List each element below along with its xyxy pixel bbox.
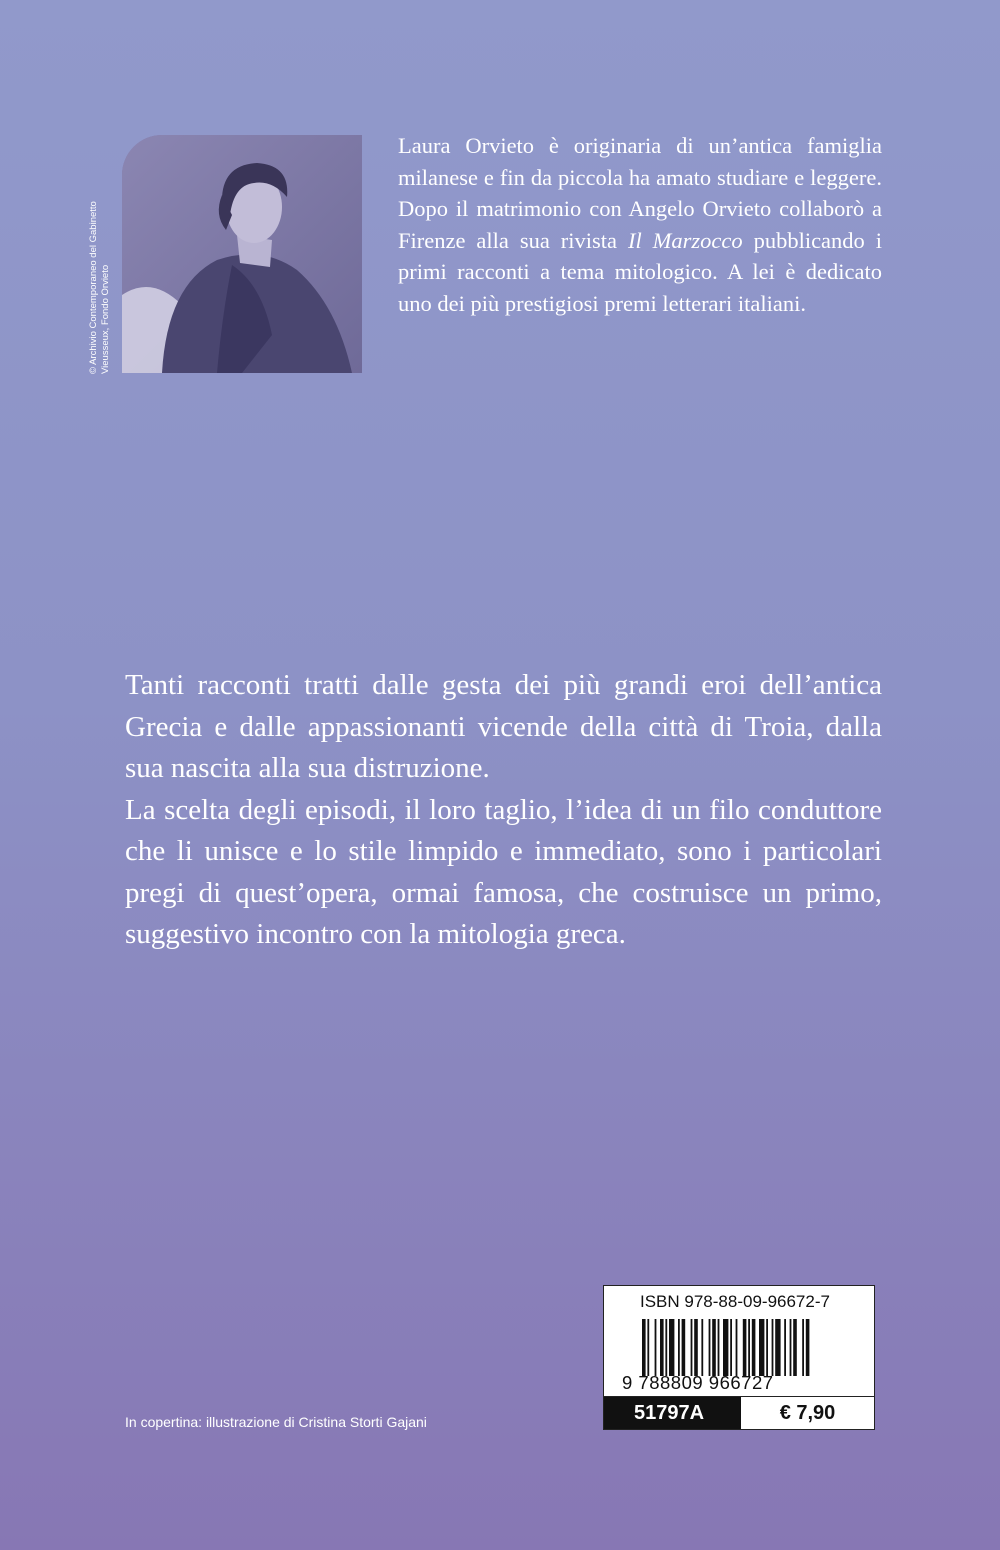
barcode-bar (669, 1319, 674, 1376)
barcode-bar (678, 1319, 680, 1376)
barcode-bar (718, 1319, 720, 1376)
barcode-bar (682, 1319, 686, 1376)
price: € 7,90 (779, 1401, 836, 1424)
isbn-text: ISBN 978-88-09-96672-7 (640, 1292, 830, 1311)
barcode-bar (736, 1319, 738, 1376)
barcode-bar (772, 1319, 774, 1376)
barcode-bar (766, 1319, 768, 1376)
photo-credit-line1: © Archivio Contemporaneo del Gabinetto (88, 201, 99, 374)
photo-credit-line2: Vieusseux, Fondo Orvieto (100, 264, 111, 374)
blurb-paragraph-2: La scelta degli episodi, il loro taglio, l’idea di un filo conduttore che li unisce e lo stile limpido e immediato, sono i particolari pregi di quest’opera, ormai famosa, che costruisce un primo, suggestivo incontro con la mitologia greca. (125, 793, 882, 950)
barcode-box (603, 1285, 875, 1430)
barcode-digits: 9 788809 966727 (622, 1372, 774, 1393)
barcode-bars (642, 1319, 852, 1376)
author-bio (398, 130, 882, 319)
barcode-bar (712, 1319, 716, 1376)
barcode-bar (642, 1319, 646, 1376)
photo-credit (88, 140, 122, 374)
blurb-paragraph-1: Tanti racconti tratti dalle gesta dei più grandi eroi dell’antica Grecia e dalle appassionanti vicende della città di Troia, dalla sua nascita alla sua distruzione. (125, 669, 882, 784)
barcode-bar (790, 1319, 792, 1376)
barcode-bar (660, 1319, 664, 1376)
barcode-bar (806, 1319, 810, 1376)
barcode-bar (752, 1319, 756, 1376)
price-row (604, 1396, 874, 1429)
barcode-bar (691, 1319, 693, 1376)
barcode-bar (775, 1319, 780, 1376)
barcode-bar (723, 1319, 728, 1376)
barcode-bar (793, 1319, 797, 1376)
barcode-bar (709, 1319, 711, 1376)
cover-credit: In copertina: illustrazione di Cristina Storti Gajani (125, 1414, 427, 1430)
barcode-bar (694, 1319, 698, 1376)
barcode-bar (759, 1319, 764, 1376)
barcode-bar (748, 1319, 750, 1376)
barcode-bar (665, 1319, 667, 1376)
portrait-photo (122, 135, 362, 373)
barcode-bar (730, 1319, 732, 1376)
barcode-bar (743, 1319, 747, 1376)
magazine-title: Il Marzocco (627, 227, 743, 253)
author-bio-part2: pubblicando i primi racconti a tema mitologico. A lei è dedicato uno dei più prestigiosi premi letterari italiani. (398, 227, 882, 316)
barcode-bar (701, 1319, 703, 1376)
barcode-bar (784, 1319, 786, 1376)
barcode-bar (655, 1319, 657, 1376)
barcode-bar (647, 1319, 649, 1376)
barcode-bar (802, 1319, 804, 1376)
book-blurb (125, 665, 882, 956)
product-code: 51797A (604, 1397, 741, 1429)
author-bio-part1: Laura Orvieto è originaria di un’antica famiglia milanese e fin da piccola ha amato studiare e leggere. Dopo il matrimonio con Angelo Orvieto collaborò a Firenze alla sua rivista (398, 133, 882, 253)
author-portrait (122, 135, 362, 373)
